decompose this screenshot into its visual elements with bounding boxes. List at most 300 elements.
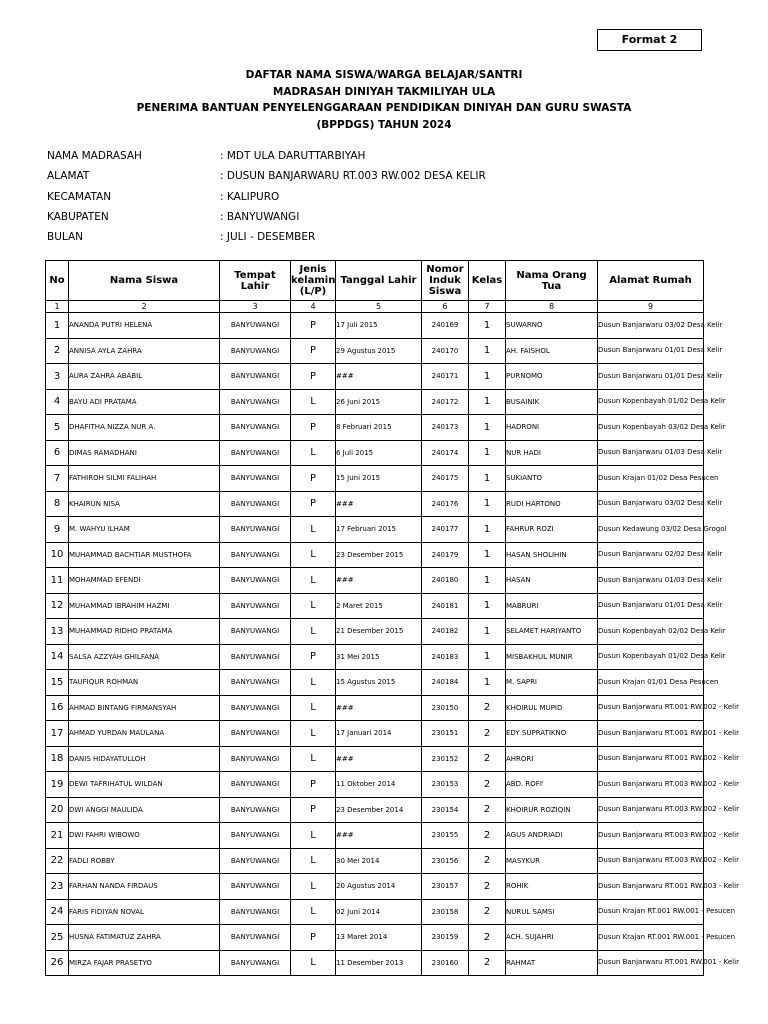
table-row — [46, 389, 704, 415]
student-table — [45, 260, 739, 976]
cell-jenis-kelamin: P — [291, 491, 336, 517]
cell-nomor-induk: 240174 — [422, 440, 469, 466]
cell-nama-orang-tua: HASAN SHOLIHIN — [506, 542, 598, 568]
info-value: : KALIPURO — [220, 190, 280, 203]
cell-jenis-kelamin: L — [291, 619, 336, 645]
cell-kelas: 2 — [469, 899, 506, 925]
header-alamat-rumah: Alamat Rumah — [598, 261, 704, 301]
cell-no: 13 — [46, 619, 69, 645]
cell-jenis-kelamin: P — [291, 313, 336, 339]
header-nama-orang-tua: Nama Orang Tua — [506, 261, 598, 301]
table-row — [46, 593, 704, 619]
cell-nama-siswa: MIRZA FAJAR PRASETYO — [69, 950, 220, 976]
cell-nama-siswa: DHAFITHA NIZZA NUR A. — [69, 415, 220, 441]
cell-tanggal-lahir: 2 Maret 2015 — [336, 593, 422, 619]
cell-tanggal-lahir: ### — [336, 746, 422, 772]
table-row — [46, 925, 704, 951]
document-title — [0, 67, 768, 133]
cell-nama-orang-tua: ABD. ROFI' — [506, 772, 598, 798]
cell-nama-siswa: SALSA AZZYAH GHILFANA — [69, 644, 220, 670]
cell-jenis-kelamin: P — [291, 364, 336, 390]
cell-tanggal-lahir: 8 Februari 2015 — [336, 415, 422, 441]
cell-tempat-lahir: BANYUWANGI — [220, 823, 291, 849]
cell-nama-siswa: KHAIRUN NISA — [69, 491, 220, 517]
cell-no: 25 — [46, 925, 69, 951]
cell-tempat-lahir: BANYUWANGI — [220, 542, 291, 568]
column-number: 7 — [469, 301, 506, 313]
header-nama-siswa: Nama Siswa — [69, 261, 220, 301]
cell-nomor-induk: 240181 — [422, 593, 469, 619]
cell-nama-orang-tua: FAHRUR ROZI — [506, 517, 598, 543]
cell-tempat-lahir: BANYUWANGI — [220, 313, 291, 339]
cell-no: 21 — [46, 823, 69, 849]
cell-no: 2 — [46, 338, 69, 364]
cell-nama-siswa: BAYU ADI PRATAMA — [69, 389, 220, 415]
info-row-nama-madrasah — [47, 146, 486, 166]
table-row — [46, 874, 704, 900]
cell-kelas: 1 — [469, 415, 506, 441]
table-row — [46, 619, 704, 645]
info-label: ALAMAT — [47, 170, 90, 183]
cell-kelas: 1 — [469, 517, 506, 543]
cell-nama-siswa: FARIS FIDIYAN NOVAL — [69, 899, 220, 925]
cell-no: 22 — [46, 848, 69, 874]
madrasah-info — [47, 146, 486, 247]
info-row-alamat — [47, 166, 486, 186]
header-kelas: Kelas — [469, 261, 506, 301]
cell-alamat-rumah: Dusun Banjarwaru RT.003 RW.002 - Kelir — [598, 797, 704, 823]
cell-nama-siswa: TAUFIQUR ROHMAN — [69, 670, 220, 696]
cell-tempat-lahir: BANYUWANGI — [220, 899, 291, 925]
cell-tanggal-lahir: ### — [336, 695, 422, 721]
cell-no: 1 — [46, 313, 69, 339]
cell-jenis-kelamin: L — [291, 823, 336, 849]
cell-jenis-kelamin: P — [291, 925, 336, 951]
cell-kelas: 1 — [469, 389, 506, 415]
table-row — [46, 568, 704, 594]
cell-tempat-lahir: BANYUWANGI — [220, 491, 291, 517]
cell-tanggal-lahir: ### — [336, 364, 422, 390]
cell-no: 8 — [46, 491, 69, 517]
cell-jenis-kelamin: P — [291, 415, 336, 441]
cell-jenis-kelamin: L — [291, 568, 336, 594]
format-label: Format 2 — [597, 29, 702, 51]
cell-jenis-kelamin: L — [291, 517, 336, 543]
cell-kelas: 1 — [469, 542, 506, 568]
cell-nama-siswa: MUHAMMAD IBRAHIM HAZMI — [69, 593, 220, 619]
cell-nomor-induk: 240180 — [422, 568, 469, 594]
cell-nomor-induk: 230153 — [422, 772, 469, 798]
cell-jenis-kelamin: L — [291, 848, 336, 874]
info-value: : BANYUWANGI — [220, 211, 300, 224]
cell-nama-siswa: AURA ZAHRA ABABIL — [69, 364, 220, 390]
table-row — [46, 440, 704, 466]
cell-nomor-induk: 230155 — [422, 823, 469, 849]
table-row — [46, 313, 704, 339]
table-row — [46, 415, 704, 441]
cell-nama-orang-tua: RAHMAT — [506, 950, 598, 976]
cell-tempat-lahir: BANYUWANGI — [220, 644, 291, 670]
cell-nomor-induk: 240172 — [422, 389, 469, 415]
cell-nama-orang-tua: SUKIANTO — [506, 466, 598, 492]
cell-jenis-kelamin: L — [291, 950, 336, 976]
cell-alamat-rumah: Dusun Kopenbayah 02/02 Desa Kelir — [598, 619, 704, 645]
cell-tempat-lahir: BANYUWANGI — [220, 440, 291, 466]
cell-kelas: 2 — [469, 874, 506, 900]
cell-no: 23 — [46, 874, 69, 900]
cell-alamat-rumah: Dusun Banjarwaru 03/02 Desa Kelir — [598, 491, 704, 517]
table-row — [46, 542, 704, 568]
cell-nomor-induk: 230159 — [422, 925, 469, 951]
cell-jenis-kelamin: L — [291, 670, 336, 696]
cell-kelas: 1 — [469, 593, 506, 619]
cell-tempat-lahir: BANYUWANGI — [220, 338, 291, 364]
cell-nama-orang-tua: ROHIK — [506, 874, 598, 900]
cell-alamat-rumah: Dusun Krajan 01/02 Desa Pesucen — [598, 466, 704, 492]
cell-nomor-induk: 230158 — [422, 899, 469, 925]
table-header-row — [46, 261, 704, 301]
cell-jenis-kelamin: P — [291, 466, 336, 492]
cell-nomor-induk: 230151 — [422, 721, 469, 747]
cell-nama-siswa: HUSNA FATIMATUZ ZAHRA — [69, 925, 220, 951]
cell-kelas: 2 — [469, 721, 506, 747]
cell-nama-orang-tua: HASAN — [506, 568, 598, 594]
column-number: 1 — [46, 301, 69, 313]
cell-nomor-induk: 230152 — [422, 746, 469, 772]
cell-jenis-kelamin: L — [291, 721, 336, 747]
column-number: 5 — [336, 301, 422, 313]
table-row — [46, 338, 704, 364]
cell-tempat-lahir: BANYUWANGI — [220, 874, 291, 900]
cell-no: 12 — [46, 593, 69, 619]
title-line: DAFTAR NAMA SISWA/WARGA BELAJAR/SANTRI — [245, 69, 523, 81]
cell-alamat-rumah: Dusun Kopenbayah 01/02 Desa Kelir — [598, 644, 704, 670]
cell-alamat-rumah: Dusun Banjarwaru 03/02 Desa Kelir — [598, 313, 704, 339]
cell-nama-siswa: MUHAMMAD BACHTIAR MUSTHOFA — [69, 542, 220, 568]
cell-kelas: 2 — [469, 950, 506, 976]
info-value: : JULI - DESEMBER — [220, 231, 316, 244]
cell-no: 11 — [46, 568, 69, 594]
cell-jenis-kelamin: L — [291, 389, 336, 415]
info-value: : DUSUN BANJARWARU RT.003 RW.002 DESA KELIR — [220, 170, 486, 183]
cell-tanggal-lahir: 17 Januari 2014 — [336, 721, 422, 747]
cell-nomor-induk: 230150 — [422, 695, 469, 721]
cell-tanggal-lahir: 29 Agustus 2015 — [336, 338, 422, 364]
cell-nomor-induk: 230154 — [422, 797, 469, 823]
cell-tempat-lahir: BANYUWANGI — [220, 925, 291, 951]
cell-kelas: 1 — [469, 364, 506, 390]
column-number: 8 — [506, 301, 598, 313]
cell-nama-siswa: MUHAMMAD RIDHO PRATAMA — [69, 619, 220, 645]
title-line: MADRASAH DINIYAH TAKMILIYAH ULA — [272, 85, 496, 98]
cell-nomor-induk: 230157 — [422, 874, 469, 900]
cell-no: 18 — [46, 746, 69, 772]
column-number: 2 — [69, 301, 220, 313]
cell-jenis-kelamin: L — [291, 695, 336, 721]
cell-nama-orang-tua: ACH. SUJAHRI — [506, 925, 598, 951]
cell-nama-orang-tua: PURNOMO — [506, 364, 598, 390]
cell-nama-orang-tua: AGUS ANDRIADI — [506, 823, 598, 849]
table-row — [46, 466, 704, 492]
column-number: 4 — [291, 301, 336, 313]
cell-alamat-rumah: Dusun Banjarwaru 01/03 Desa Kelir — [598, 568, 704, 594]
cell-no: 5 — [46, 415, 69, 441]
cell-nama-siswa: ANNISA AYLA ZAHRA — [69, 338, 220, 364]
cell-tanggal-lahir: ### — [336, 568, 422, 594]
table-row — [46, 950, 704, 976]
cell-kelas: 1 — [469, 670, 506, 696]
cell-no: 26 — [46, 950, 69, 976]
table-row — [46, 746, 704, 772]
cell-tempat-lahir: BANYUWANGI — [220, 848, 291, 874]
info-row-bulan — [47, 227, 486, 247]
cell-tanggal-lahir: ### — [336, 491, 422, 517]
cell-nama-orang-tua: BUSAINIK — [506, 389, 598, 415]
cell-tempat-lahir: BANYUWANGI — [220, 695, 291, 721]
cell-tanggal-lahir: 30 Mei 2014 — [336, 848, 422, 874]
cell-kelas: 1 — [469, 313, 506, 339]
cell-nomor-induk: 240182 — [422, 619, 469, 645]
info-row-kabupaten — [47, 207, 486, 227]
cell-nama-siswa: ANANDA PUTRI HELENA — [69, 313, 220, 339]
cell-no: 3 — [46, 364, 69, 390]
table-row — [46, 772, 704, 798]
cell-jenis-kelamin: L — [291, 874, 336, 900]
cell-alamat-rumah: Dusun Krajan RT.001 RW.001 - Pesucen — [598, 925, 704, 951]
cell-tanggal-lahir: 15 Juni 2015 — [336, 466, 422, 492]
cell-no: 19 — [46, 772, 69, 798]
cell-no: 15 — [46, 670, 69, 696]
column-number: 6 — [422, 301, 469, 313]
info-label: NAMA MADRASAH — [47, 150, 142, 163]
cell-tempat-lahir: BANYUWANGI — [220, 950, 291, 976]
cell-tempat-lahir: BANYUWANGI — [220, 568, 291, 594]
cell-tempat-lahir: BANYUWANGI — [220, 797, 291, 823]
cell-nomor-induk: 240170 — [422, 338, 469, 364]
cell-alamat-rumah: Dusun Kedawung 03/02 Desa Grogol — [598, 517, 704, 543]
table-row — [46, 823, 704, 849]
cell-kelas: 1 — [469, 338, 506, 364]
header-tanggal-lahir: Tanggal Lahir — [336, 261, 422, 301]
cell-tempat-lahir: BANYUWANGI — [220, 364, 291, 390]
cell-nama-siswa: AHMAD BINTANG FIRMANSYAH — [69, 695, 220, 721]
cell-tempat-lahir: BANYUWANGI — [220, 670, 291, 696]
cell-kelas: 1 — [469, 619, 506, 645]
table-row — [46, 517, 704, 543]
cell-no: 9 — [46, 517, 69, 543]
cell-kelas: 1 — [469, 466, 506, 492]
cell-nomor-induk: 240183 — [422, 644, 469, 670]
cell-tanggal-lahir: 11 Desember 2013 — [336, 950, 422, 976]
cell-tanggal-lahir: 17 Juli 2015 — [336, 313, 422, 339]
cell-tanggal-lahir: 13 Maret 2014 — [336, 925, 422, 951]
cell-tempat-lahir: BANYUWANGI — [220, 772, 291, 798]
cell-alamat-rumah: Dusun Banjarwaru 01/01 Desa Kelir — [598, 364, 704, 390]
cell-alamat-rumah: Dusun Banjarwaru RT.001 RW.002 - Kelir — [598, 695, 704, 721]
cell-tanggal-lahir: ### — [336, 823, 422, 849]
column-number: 3 — [220, 301, 291, 313]
cell-jenis-kelamin: L — [291, 593, 336, 619]
cell-jenis-kelamin: P — [291, 338, 336, 364]
cell-jenis-kelamin: L — [291, 542, 336, 568]
cell-nama-orang-tua: MASYKUR — [506, 848, 598, 874]
cell-alamat-rumah: Dusun Kopenbayah 01/02 Desa Kelir — [598, 389, 704, 415]
cell-kelas: 2 — [469, 746, 506, 772]
info-label: KABUPATEN — [47, 211, 109, 224]
cell-tanggal-lahir: 26 Juni 2015 — [336, 389, 422, 415]
header-tempat-lahir: Tempat Lahir — [220, 261, 291, 301]
column-number-row — [46, 301, 704, 313]
cell-jenis-kelamin: P — [291, 772, 336, 798]
cell-alamat-rumah: Dusun Banjarwaru 01/01 Desa Kelir — [598, 593, 704, 619]
cell-nama-siswa: MOHAMMAD EFENDI — [69, 568, 220, 594]
cell-nama-orang-tua: HADRONI — [506, 415, 598, 441]
cell-no: 7 — [46, 466, 69, 492]
cell-kelas: 2 — [469, 772, 506, 798]
cell-jenis-kelamin: L — [291, 440, 336, 466]
cell-kelas: 2 — [469, 848, 506, 874]
cell-tanggal-lahir: 20 Agustus 2014 — [336, 874, 422, 900]
cell-nama-siswa: DWI FAHRI WIBOWO — [69, 823, 220, 849]
cell-alamat-rumah: Dusun Krajan 01/01 Desa Pesucen — [598, 670, 704, 696]
cell-tempat-lahir: BANYUWANGI — [220, 721, 291, 747]
cell-nama-orang-tua: NUR HADI — [506, 440, 598, 466]
cell-nomor-induk: 240179 — [422, 542, 469, 568]
cell-jenis-kelamin: L — [291, 746, 336, 772]
cell-tanggal-lahir: 31 Mei 2015 — [336, 644, 422, 670]
cell-nomor-induk: 230156 — [422, 848, 469, 874]
header-nomor-induk: Nomor Induk Siswa — [422, 261, 469, 301]
cell-kelas: 1 — [469, 644, 506, 670]
cell-kelas: 1 — [469, 568, 506, 594]
cell-jenis-kelamin: P — [291, 644, 336, 670]
cell-nama-orang-tua: MABRURI — [506, 593, 598, 619]
cell-nomor-induk: 240177 — [422, 517, 469, 543]
cell-tempat-lahir: BANYUWANGI — [220, 746, 291, 772]
cell-nama-orang-tua: SELAMET HARIYANTO — [506, 619, 598, 645]
cell-kelas: 2 — [469, 925, 506, 951]
header-no: No — [46, 261, 69, 301]
cell-alamat-rumah: Dusun Banjarwaru RT.003 RW.002 - Kelir — [598, 823, 704, 849]
cell-nomor-induk: 240169 — [422, 313, 469, 339]
cell-alamat-rumah: Dusun Banjarwaru RT.003 RW.002 - Kelir — [598, 772, 704, 798]
info-label: KECAMATAN — [47, 190, 112, 203]
cell-alamat-rumah: Dusun Banjarwaru 01/03 Desa Kelir — [598, 440, 704, 466]
cell-nama-siswa: DEWI TAFRIHATUL WILDAN — [69, 772, 220, 798]
table-row — [46, 695, 704, 721]
cell-nama-orang-tua: KHOIRUL MUPID — [506, 695, 598, 721]
cell-alamat-rumah: Dusun Krajan RT.001 RW.001 - Pesucen — [598, 899, 704, 925]
cell-no: 10 — [46, 542, 69, 568]
cell-nama-siswa: FATHIROH SILMI FALIHAH — [69, 466, 220, 492]
info-value: : MDT ULA DARUTTARBIYAH — [220, 150, 366, 163]
cell-tanggal-lahir: 21 Desember 2015 — [336, 619, 422, 645]
cell-tempat-lahir: BANYUWANGI — [220, 593, 291, 619]
cell-no: 6 — [46, 440, 69, 466]
cell-nama-orang-tua: AH. FAISHOL — [506, 338, 598, 364]
cell-tanggal-lahir: 11 Oktober 2014 — [336, 772, 422, 798]
cell-jenis-kelamin: P — [291, 797, 336, 823]
cell-no: 17 — [46, 721, 69, 747]
cell-nama-orang-tua: EDY SUPRATIKNO — [506, 721, 598, 747]
header-jenis-kelamin: Jenis kelamin (L/P) — [291, 261, 336, 301]
cell-nama-orang-tua: SUWARNO — [506, 313, 598, 339]
cell-kelas: 1 — [469, 440, 506, 466]
table-row — [46, 848, 704, 874]
cell-nomor-induk: 240176 — [422, 491, 469, 517]
cell-nomor-induk: 240175 — [422, 466, 469, 492]
cell-alamat-rumah: Dusun Banjarwaru 02/02 Desa Kelir — [598, 542, 704, 568]
cell-nama-siswa: DWI ANGGI MAULIDA — [69, 797, 220, 823]
cell-tempat-lahir: BANYUWANGI — [220, 389, 291, 415]
cell-alamat-rumah: Dusun Kopenbayah 03/02 Desa Kelir — [598, 415, 704, 441]
cell-no: 14 — [46, 644, 69, 670]
cell-nama-orang-tua: RUDI HARTONO — [506, 491, 598, 517]
table-body — [46, 313, 739, 976]
cell-tempat-lahir: BANYUWANGI — [220, 517, 291, 543]
table-row — [46, 364, 704, 390]
cell-nomor-induk: 240171 — [422, 364, 469, 390]
cell-alamat-rumah: Dusun Banjarwaru RT.001 RW.003 - Kelir — [598, 874, 704, 900]
cell-nama-orang-tua: M. SAPRI — [506, 670, 598, 696]
cell-nama-siswa: DIMAS RAMADHANI — [69, 440, 220, 466]
cell-kelas: 2 — [469, 695, 506, 721]
cell-tanggal-lahir: 23 Desember 2014 — [336, 797, 422, 823]
cell-alamat-rumah: Dusun Banjarwaru RT.003 RW.002 - Kelir — [598, 848, 704, 874]
cell-tanggal-lahir: 6 Juli 2015 — [336, 440, 422, 466]
table-row — [46, 670, 704, 696]
table-row — [46, 491, 704, 517]
cell-alamat-rumah: Dusun Banjarwaru RT.001 RW.001 - Kelir — [598, 721, 704, 747]
cell-no: 4 — [46, 389, 69, 415]
info-label: BULAN — [47, 231, 84, 244]
cell-alamat-rumah: Dusun Banjarwaru RT.001 RW.002 - Kelir — [598, 746, 704, 772]
column-number: 9 — [598, 301, 704, 313]
cell-nomor-induk: 240184 — [422, 670, 469, 696]
cell-no: 20 — [46, 797, 69, 823]
cell-no: 24 — [46, 899, 69, 925]
cell-jenis-kelamin: L — [291, 899, 336, 925]
cell-alamat-rumah: Dusun Banjarwaru 01/01 Desa Kelir — [598, 338, 704, 364]
cell-nomor-induk: 230160 — [422, 950, 469, 976]
cell-tempat-lahir: BANYUWANGI — [220, 415, 291, 441]
cell-nama-siswa: DANIS HIDAYATULLOH — [69, 746, 220, 772]
info-row-kecamatan — [47, 187, 486, 207]
cell-kelas: 2 — [469, 823, 506, 849]
table-row — [46, 644, 704, 670]
cell-nomor-induk: 240173 — [422, 415, 469, 441]
cell-nama-orang-tua: NURUL SAMSI — [506, 899, 598, 925]
cell-tanggal-lahir: 17 Februari 2015 — [336, 517, 422, 543]
table-row — [46, 899, 704, 925]
title-line: (BPPDGS) TAHUN 2024 — [316, 118, 452, 131]
cell-tanggal-lahir: 23 Desember 2015 — [336, 542, 422, 568]
cell-tempat-lahir: BANYUWANGI — [220, 619, 291, 645]
cell-nama-siswa: AHMAD YURDAN MAULANA — [69, 721, 220, 747]
cell-no: 16 — [46, 695, 69, 721]
cell-nama-orang-tua: KHOIRUR ROZIQIN — [506, 797, 598, 823]
cell-nama-orang-tua: MISBAKHUL MUNIR — [506, 644, 598, 670]
cell-kelas: 1 — [469, 491, 506, 517]
cell-nama-siswa: FARHAN NANDA FIRDAUS — [69, 874, 220, 900]
cell-nama-siswa: FADLI ROBBY — [69, 848, 220, 874]
cell-nama-siswa: M. WAHYU ILHAM — [69, 517, 220, 543]
table-row — [46, 797, 704, 823]
title-line: PENERIMA BANTUAN PENYELENGGARAAN PENDIDIKAN DINIYAH DAN GURU SWASTA — [136, 102, 632, 114]
cell-alamat-rumah: Dusun Banjarwaru RT.001 RW.001 - Kelir — [598, 950, 704, 976]
cell-nama-orang-tua: AHRORI — [506, 746, 598, 772]
cell-tanggal-lahir: 02 Juni 2014 — [336, 899, 422, 925]
